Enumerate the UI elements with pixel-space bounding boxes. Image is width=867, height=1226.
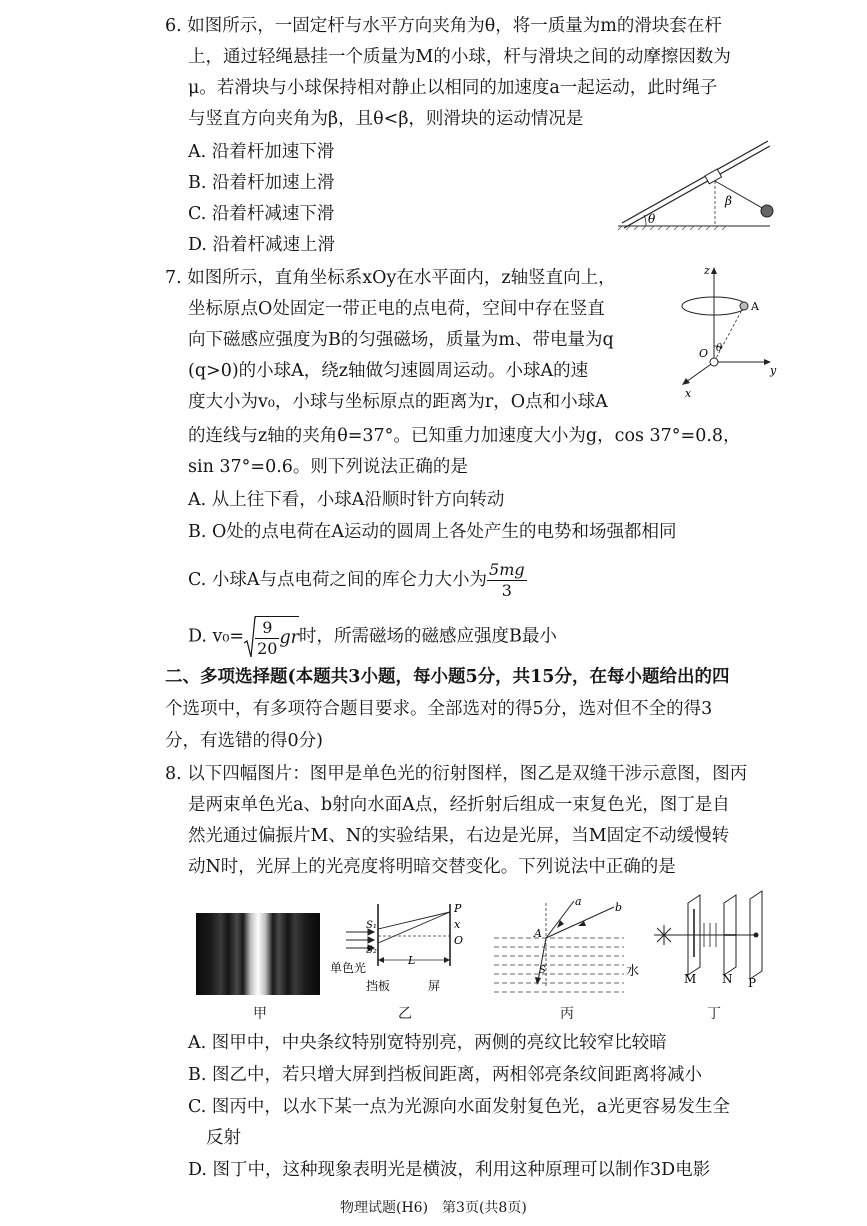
q6-stem-line-1: 6. 如图所示，一固定杆与水平方向夹角为θ，将一质量为m的滑块套在杆	[165, 16, 722, 36]
q6-fig-beta-label: β	[725, 194, 732, 208]
q8-caption-ding: 丁	[707, 1006, 721, 1022]
q8-bing-a-point-label: A	[534, 927, 542, 940]
q6-fig-theta-label: θ	[648, 212, 656, 226]
q8-option-d: D. 图丁中，这种现象表明光是横波，利用这种原理可以制作3D电影	[188, 1160, 711, 1180]
q8-stem-line-3: 然光通过偏振片M、N的实验结果，右边是光屏，当M固定不动缓慢转	[188, 826, 730, 846]
q6-option-b: B. 沿着杆加速上滑	[188, 173, 335, 193]
q8-option-b: B. 图乙中，若只增大屏到挡板间距离，两相邻亮条纹间距离将减小	[188, 1065, 702, 1085]
q8-bing-s-label: S	[539, 965, 546, 976]
q6-stem-line-3: μ。若滑块与小球保持相对静止以相同的加速度a一起运动，此时绳子	[188, 78, 718, 98]
q7-option-c-denominator: 3	[501, 581, 512, 600]
q7-fig-theta-label: θ	[716, 343, 723, 354]
q7-coordinate-figure	[672, 264, 782, 402]
q8-yi-l-label: L	[408, 954, 416, 967]
q8-yi-screen-label: 屏	[428, 979, 441, 993]
q7-stem-line-6: 的连线与z轴的夹角θ=37°。已知重力加速度大小为g，cos 37°=0.8，	[188, 426, 741, 446]
q8-ding-n-label: N	[722, 972, 733, 986]
q8-option-c-line-1: C. 图丙中，以水下某一点为光源向水面发射复色光，a光更容易发生全	[188, 1097, 730, 1117]
section-2-line-1: 二、多项选择题(本题共3小题，每小题5分，共15分，在每小题给出的四	[165, 667, 730, 687]
q8-yi-baffle-label: 挡板	[366, 979, 391, 993]
section-2-line-3: 分，有选错的得0分)	[165, 731, 323, 751]
q8-fig-ding-polarizers	[650, 885, 770, 995]
q7-option-c	[188, 560, 527, 601]
q8-bing-b-label: b	[615, 901, 623, 914]
q8-stem-line-4: 动N时，光屏上的光亮度将明暗交替变化。下列说法中正确的是	[188, 857, 676, 877]
q7-option-c-fraction	[487, 560, 527, 601]
q8-fig-yi-double-slit	[330, 898, 470, 1000]
q8-yi-s1-label: S₁	[366, 920, 377, 931]
q7-stem-line-3: 向下磁感应强度为B的匀强磁场，质量为m、带电量为q	[188, 330, 614, 350]
q8-stem-line-2: 是两束单色光a、b射向水面A点，经折射后组成一束复色光，图丁是自	[188, 795, 730, 815]
q7-option-c-text: C. 小球A与点电荷之间的库仑力大小为	[188, 570, 488, 590]
q8-fig-jia-diffraction	[196, 913, 320, 995]
q8-caption-yi: 乙	[398, 1006, 412, 1022]
q8-yi-s2-label: S₂	[366, 945, 377, 956]
q7-stem-line-4: (q>0)的小球A，绕z轴做匀速圆周运动。小球A的速	[188, 361, 589, 381]
q8-caption-jia: 甲	[253, 1006, 267, 1022]
q8-bing-water-label: 水	[626, 964, 640, 979]
q7-option-c-numerator: 5mg	[489, 560, 525, 579]
q7-stem-line-1: 7. 如图所示，直角坐标系xOy在水平面内，z轴竖直向上，	[165, 268, 616, 288]
q8-yi-p-label: P	[454, 902, 462, 915]
q7-option-d-suffix: 时，所需磁场的磁感应强度B最小	[299, 626, 557, 647]
q7-fig-y-label: y	[770, 364, 777, 377]
q7-stem-line-2: 坐标原点O处固定一带正电的点电荷，空间中存在竖直	[188, 299, 605, 319]
q6-stem-line-2: 上，通过轻绳悬挂一个质量为M的小球，杆与滑块之间的动摩擦因数为	[188, 47, 731, 67]
q7-stem-line-7: sin 37°=0.6。则下列说法正确的是	[188, 457, 468, 477]
q8-yi-o-label: O	[454, 934, 464, 947]
q7-stem-line-5: 度大小为v₀，小球与坐标原点的距离为r，O点和小球A	[188, 392, 608, 412]
q8-ding-m-label: M	[684, 972, 697, 986]
q8-fig-bing-refraction	[494, 893, 642, 1003]
q8-stem-line-1: 8. 以下四幅图片：图甲是单色光的衍射图样，图乙是双缝干涉示意图，图丙	[165, 764, 748, 784]
q6-rod-figure	[618, 135, 778, 230]
q8-option-c-line-2: 反射	[206, 1128, 241, 1148]
q6-option-a: A. 沿着杆加速下滑	[188, 142, 335, 162]
q7-option-b: B. O处的点电荷在A运动的圆周上各处产生的电势和场强都相同	[188, 522, 677, 542]
q8-option-a: A. 图甲中，中央条纹特别宽特别亮，两侧的亮纹比较窄比较暗	[188, 1033, 667, 1053]
q7-option-a: A. 从上往下看，小球A沿顺时针方向转动	[188, 490, 505, 510]
q7-fig-x-label: x	[685, 387, 692, 400]
q7-option-d-denominator: 20	[257, 638, 278, 658]
q7-fig-z-label: z	[704, 264, 710, 277]
q8-caption-bing: 丙	[560, 1006, 574, 1022]
q7-option-d-numerator: 9	[255, 618, 279, 639]
q8-ding-p-label: P	[748, 976, 757, 990]
q6-stem-line-4: 与竖直方向夹角为β，且θ<β，则滑块的运动情况是	[188, 109, 584, 129]
q7-option-d-fraction	[255, 618, 279, 659]
q8-bing-a-label: a	[575, 895, 582, 908]
q8-yi-x-label: x	[454, 918, 461, 931]
q8-yi-source-label: 单色光	[330, 961, 367, 975]
q6-option-c: C. 沿着杆减速下滑	[188, 204, 335, 224]
q7-option-d-prefix: D. v₀=	[188, 626, 245, 647]
q7-option-d	[188, 615, 557, 659]
section-2-heading	[165, 665, 729, 689]
page-footer: 物理试题(H6) 第3页(共8页)	[340, 1200, 527, 1216]
section-2-line-2: 个选项中，有多项符合题目要求。全部选对的得5分，选对但不全的得3	[165, 699, 713, 719]
q7-fig-o-label: O	[699, 347, 709, 360]
q6-option-d: D. 沿着杆减速上滑	[188, 235, 336, 255]
q7-fig-a-label: A	[751, 300, 759, 313]
q7-option-d-radicand: gr	[279, 627, 300, 648]
